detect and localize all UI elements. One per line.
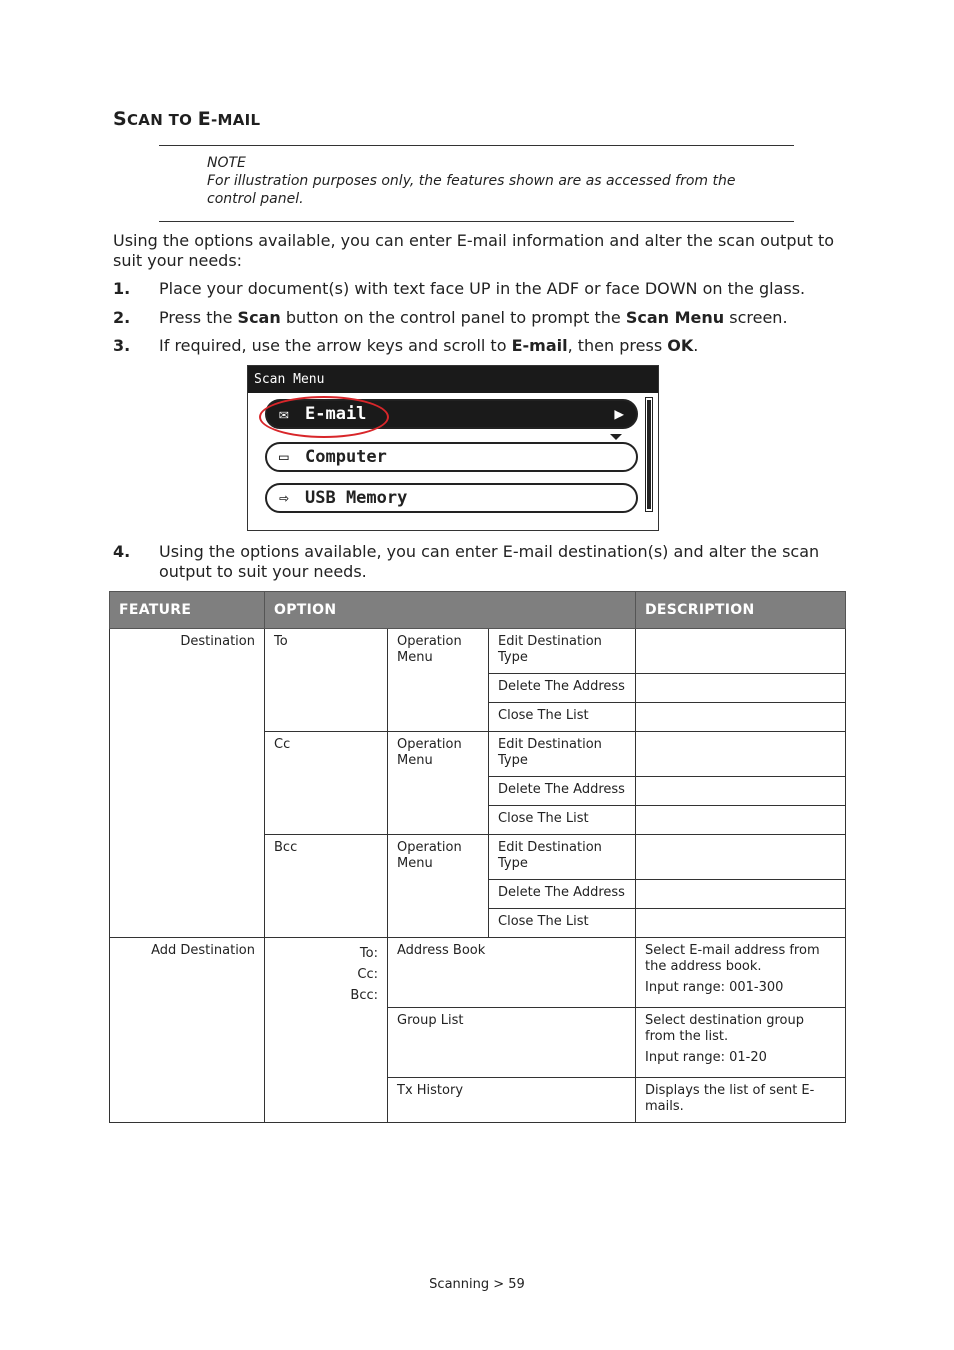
field-to: To: — [359, 946, 378, 961]
field-bcc: Bcc: — [350, 988, 378, 1003]
feature-table — [109, 591, 846, 1123]
step-number: 2. — [113, 308, 131, 327]
recipient-to: To — [265, 629, 388, 732]
operation-menu: Operation Menu — [388, 629, 489, 732]
action-edit-destination-type: Edit Destination Type — [489, 732, 636, 777]
feature-add-destination: Add Destination — [110, 938, 265, 1123]
description-cell — [636, 629, 846, 674]
description-cell — [636, 703, 846, 732]
step-number: 3. — [113, 336, 131, 355]
lcd-scroll-thumb — [647, 400, 651, 509]
recipient-bcc: Bcc — [265, 835, 388, 938]
action-close-list: Close The List — [489, 703, 636, 732]
step-number: 1. — [113, 279, 131, 298]
action-delete-address: Delete The Address — [489, 777, 636, 806]
highlight-ring — [259, 396, 389, 438]
menu-item-computer[interactable] — [265, 442, 638, 472]
step-text: If required, use the arrow keys and scroll to E-mail, then press OK. — [159, 336, 699, 355]
description-cell — [636, 938, 846, 1008]
description-cell: Displays the list of sent E-mails. — [636, 1078, 846, 1123]
description-cell — [636, 880, 846, 909]
scan-menu-title: Scan Menu — [248, 366, 658, 393]
description-cell — [636, 806, 846, 835]
intro-paragraph: Using the options available, you can enter E-mail information and alter the scan output to suit your needs: — [113, 231, 835, 270]
operation-menu: Operation Menu — [388, 732, 489, 835]
menu-item-label: Computer — [305, 447, 387, 467]
note-text: For illustration purposes only, the features shown are as accessed from the control panel. — [207, 173, 736, 207]
section-title: SCAN TO E-MAIL — [113, 108, 261, 130]
menu-item-label: USB Memory — [305, 488, 408, 508]
page-footer: Scanning > 59 — [429, 1277, 525, 1292]
usb-icon: ⇨ — [279, 488, 289, 507]
description-text: Select destination group from the list. — [645, 1013, 804, 1044]
description-cell — [636, 777, 846, 806]
step-text: Using the options available, you can enter E-mail destination(s) and alter the scan output to suit your needs. — [159, 542, 820, 581]
input-range: Input range: 001-300 — [645, 980, 784, 995]
action-close-list: Close The List — [489, 806, 636, 835]
scan-menu-screen — [247, 365, 659, 531]
header-description: DESCRIPTION — [636, 592, 846, 629]
header-option: OPTION — [265, 592, 636, 629]
action-edit-destination-type: Edit Destination Type — [489, 835, 636, 880]
note-box — [207, 154, 787, 208]
computer-icon: ▭ — [279, 447, 289, 466]
input-range: Input range: 01-20 — [645, 1050, 767, 1065]
note-top-rule — [159, 145, 794, 146]
scroll-down-indicator-icon — [610, 434, 622, 440]
step-text: Place your document(s) with text face UP in the ADF or face DOWN on the glass. — [159, 279, 806, 298]
envelope-icon: ✉ — [279, 404, 289, 423]
action-close-list: Close The List — [489, 909, 636, 938]
note-label: NOTE — [207, 155, 246, 171]
description-cell — [636, 1008, 846, 1078]
field-cc: Cc: — [357, 967, 378, 982]
description-text: Select E-mail address from the address book. — [645, 943, 820, 974]
header-feature: FEATURE — [110, 592, 265, 629]
description-cell — [636, 674, 846, 703]
option-tx-history: Tx History — [388, 1078, 636, 1123]
menu-item-label: E-mail — [305, 404, 367, 424]
action-delete-address: Delete The Address — [489, 880, 636, 909]
operation-menu: Operation Menu — [388, 835, 489, 938]
destination-fields — [265, 938, 388, 1123]
feature-destination: Destination — [110, 629, 265, 938]
menu-item-usb-memory[interactable] — [265, 483, 638, 513]
option-address-book: Address Book — [388, 938, 636, 1008]
recipient-cc: Cc — [265, 732, 388, 835]
note-bottom-rule — [159, 221, 794, 222]
action-edit-destination-type: Edit Destination Type — [489, 629, 636, 674]
description-cell — [636, 835, 846, 880]
description-cell — [636, 909, 846, 938]
option-group-list: Group List — [388, 1008, 636, 1078]
action-delete-address: Delete The Address — [489, 674, 636, 703]
arrow-right-icon: ▶ — [614, 404, 624, 423]
step-number: 4. — [113, 542, 131, 561]
step-text: Press the Scan button on the control panel to prompt the Scan Menu screen. — [159, 308, 788, 327]
description-cell — [636, 732, 846, 777]
